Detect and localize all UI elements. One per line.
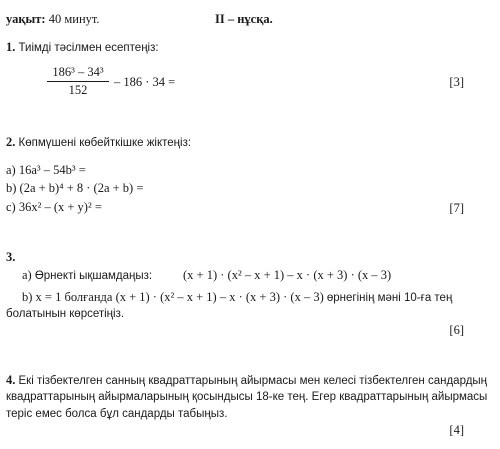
q1-number: 1. xyxy=(6,40,16,54)
q3-marks: [6] xyxy=(449,323,464,337)
time-label: уақыт: xyxy=(6,12,46,26)
q2-marks: [7] xyxy=(449,201,464,215)
q3-number: 3. xyxy=(6,250,16,264)
q4-text-line3: теріс емес болса бұл сандарды табыңыз. xyxy=(6,408,228,420)
q3-a-expr: (x + 1) · (x² – x + 1) – x · (x + 3) · (x – 3) xyxy=(183,268,392,282)
q4-text-line1: Екі тізбектелген санның квадраттарының айырмасы мен келесі тізбектелген сандардың xyxy=(18,375,488,387)
q2-prompt xyxy=(6,135,191,151)
q4-number: 4. xyxy=(6,373,16,387)
time-value: 40 минут. xyxy=(48,12,100,26)
q3-b-text3: болатынын көрсетіңіз. xyxy=(6,308,125,320)
q2-item-c xyxy=(6,200,102,215)
q2-c-expr: 36x² – (x + y)² = xyxy=(18,200,102,214)
variant-title: II – нұсқа. xyxy=(215,12,273,26)
q1-fraction-bar xyxy=(47,81,109,82)
q2-a-label: a) xyxy=(6,163,16,177)
q3-a-text: Өрнекті ықшамдаңыз: xyxy=(34,270,153,282)
q3-item-a xyxy=(22,268,152,284)
q1-prompt xyxy=(6,40,159,56)
q1-tail: – 186 · 34 = xyxy=(114,75,176,89)
q1-text: Тиімді тәсілмен есептеңіз: xyxy=(18,42,159,54)
q1-fraction xyxy=(47,65,109,98)
q4-line1 xyxy=(6,373,487,389)
header-time xyxy=(6,12,100,27)
q3-b-text1: x = 1 болғанда xyxy=(35,290,113,304)
q3-item-b xyxy=(22,290,452,306)
q1-marks: [3] xyxy=(449,75,464,89)
q3-b-expr: (x + 1) · (x² – x + 1) – x · (x + 3) · (x – 3) xyxy=(115,290,324,304)
q3-b-text2: өрнегінің мәні 10-ға тең xyxy=(326,292,453,304)
q3-b-label: b) xyxy=(22,290,33,304)
q1-denominator: 152 xyxy=(68,83,88,97)
q2-item-a xyxy=(6,163,86,178)
q2-a-expr: 16a³ – 54b³ = xyxy=(18,163,86,177)
q2-text: Көпмүшені көбейткішке жіктеңіз: xyxy=(18,137,192,149)
q4-text-line2: квадраттарының айырмаларының қосындысы 18-ке тең. Егер квадраттарының айырмасы xyxy=(6,391,488,403)
q2-item-b xyxy=(6,181,143,196)
q3-a-label: а) xyxy=(22,268,32,282)
q2-b-label: b) xyxy=(6,181,17,195)
q4-marks: [4] xyxy=(449,423,464,437)
q2-c-label: c) xyxy=(6,200,16,214)
q2-number: 2. xyxy=(6,135,16,149)
q2-b-expr: (2a + b)⁴ + 8 · (2a + b) = xyxy=(19,181,144,195)
q1-numerator: 186³ – 34³ xyxy=(52,65,104,79)
